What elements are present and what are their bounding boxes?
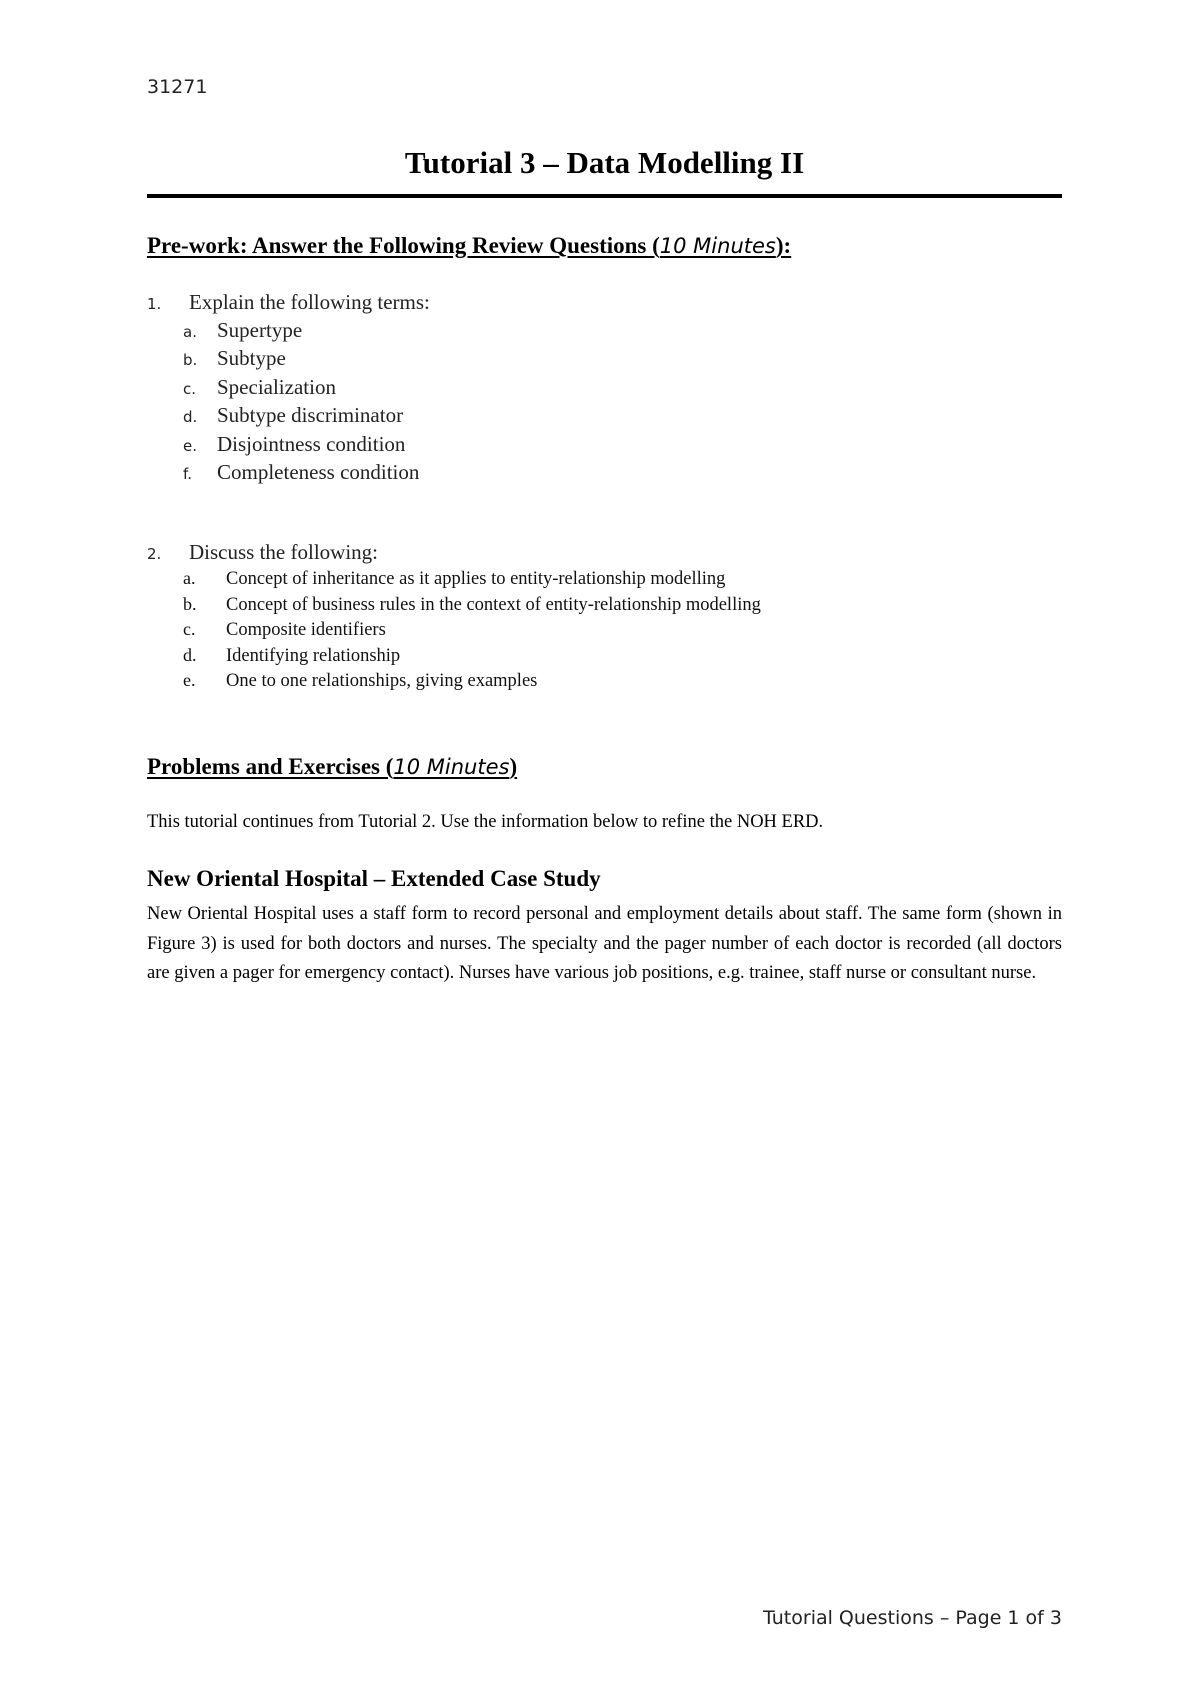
prework-heading: [147, 233, 791, 259]
question-2: [147, 540, 378, 565]
document-page: [147, 0, 1062, 1698]
list-item: [183, 670, 761, 696]
list-marker: e.: [183, 670, 196, 691]
problems-intro: This tutorial continues from Tutorial 2. Use the information below to refine the NOH ERD.: [147, 812, 824, 832]
list-item-text: Composite identifiers: [226, 620, 386, 641]
list-item-text: Concept of business rules in the context of entity-relationship modelling: [226, 594, 761, 615]
list-marker: c.: [183, 379, 197, 398]
list-item: [183, 318, 419, 346]
problems-duration: 10 Minutes: [393, 755, 510, 779]
list-item: [183, 432, 419, 460]
list-marker: a.: [183, 568, 196, 588]
page-footer: Tutorial Questions – Page 1 of 3: [763, 1607, 1062, 1629]
list-item-text: Subtype discriminator: [217, 403, 404, 428]
problems-heading: [147, 754, 517, 780]
list-item-text: Supertype: [217, 318, 303, 342]
list-marker: e.: [183, 436, 197, 455]
title-divider: [147, 194, 1062, 198]
question-1-terms: [183, 318, 419, 488]
list-item-text: One to one relationships, giving examples: [226, 671, 538, 692]
case-study-body: New Oriental Hospital uses a staff form to record personal and employment details about staff. The same form (shown in Figure 3) is used for both doctors and nurses. The specialty and the pager number of each doctor is recorded (all doctors are given a pager for emergency contact). Nurses have various job positions, e.g. trainee, staff nurse or consultant nurse.: [147, 904, 1062, 983]
list-item-text: Disjointness condition: [217, 431, 406, 456]
list-marker: a.: [183, 323, 197, 341]
list-item-text: Completeness condition: [217, 459, 420, 484]
list-marker: d.: [183, 644, 197, 665]
question-1: [147, 290, 430, 315]
list-item: [183, 594, 761, 620]
question-2-number: 2.: [147, 545, 162, 563]
list-item: [183, 645, 761, 671]
list-item: [183, 619, 761, 645]
list-item-text: Specialization: [217, 374, 336, 399]
list-marker: d.: [183, 408, 198, 427]
list-item: [183, 568, 761, 594]
course-code: 31271: [147, 76, 208, 98]
question-1-text: Explain the following terms:: [189, 290, 430, 314]
list-marker: b.: [183, 351, 198, 370]
question-2-topics: [183, 568, 761, 696]
list-item-text: Identifying relationship: [226, 645, 401, 666]
document-title: Tutorial 3 – Data Modelling II: [404, 145, 805, 180]
prework-heading-text: Pre-work: Answer the Following Review Questions (: [147, 233, 660, 258]
case-study-title: New Oriental Hospital – Extended Case Study: [147, 866, 601, 891]
prework-heading-end: ):: [775, 233, 792, 258]
question-1-number: 1.: [147, 295, 162, 313]
list-item: [183, 375, 419, 403]
question-2-text: Discuss the following:: [189, 540, 378, 564]
list-item: [183, 460, 419, 488]
list-marker: f.: [183, 464, 192, 483]
list-item-text: Subtype: [217, 346, 286, 371]
list-item-text: Concept of inheritance as it applies to entity-relationship modelling: [226, 569, 726, 589]
list-marker: b.: [183, 593, 197, 614]
list-item: [183, 346, 419, 374]
list-marker: c.: [183, 619, 196, 640]
list-item: [183, 403, 419, 431]
problems-heading-end: ): [509, 754, 518, 779]
problems-heading-text: Problems and Exercises (: [147, 754, 394, 779]
prework-duration: 10 Minutes: [659, 234, 776, 258]
